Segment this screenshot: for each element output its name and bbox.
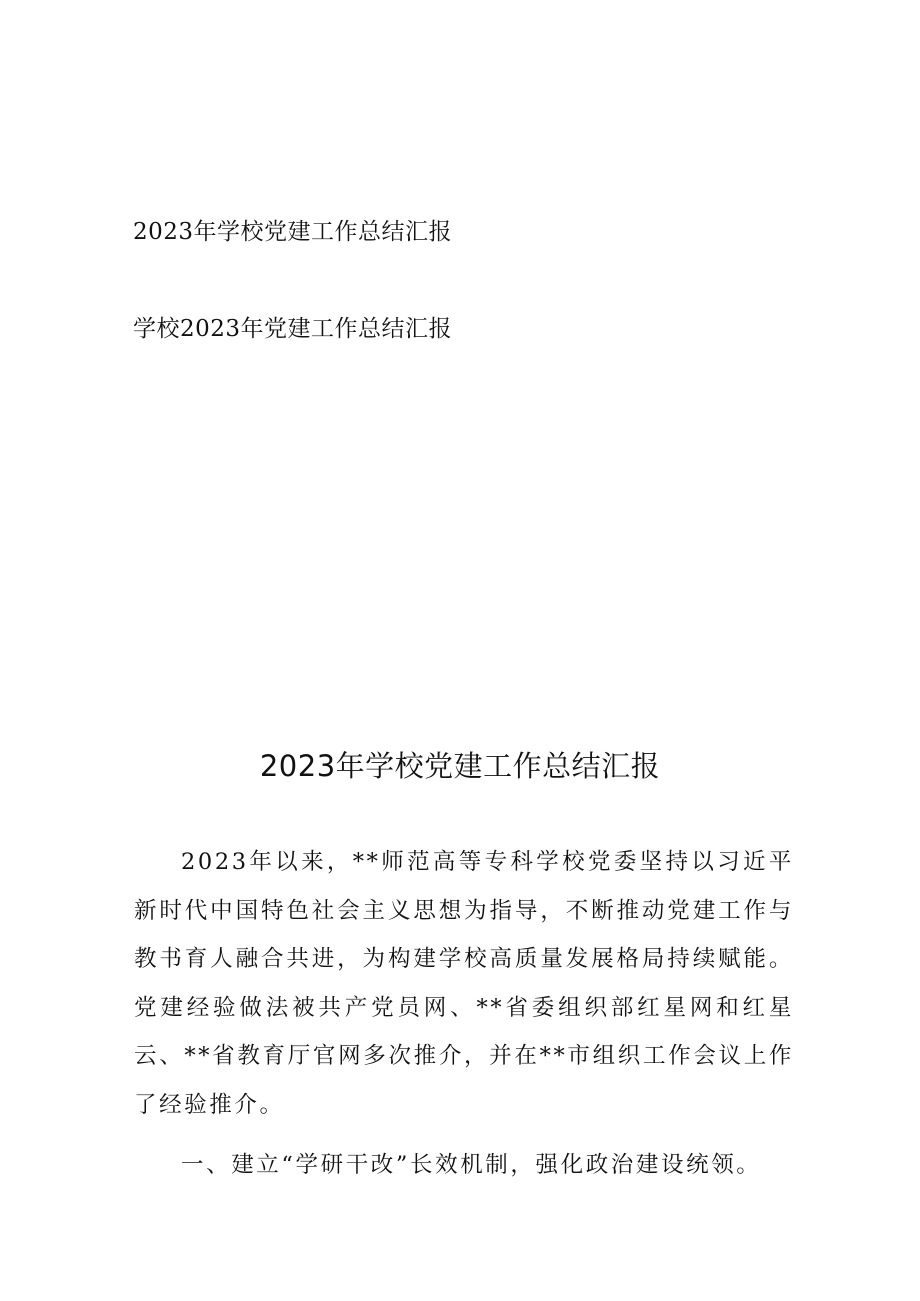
document-body <box>134 838 794 1190</box>
section-heading-1: 一、建立“学研干改”长效机制，强化政治建设统领。 <box>181 1152 762 1178</box>
document-title: 2023年学校党建工作总结汇报 <box>259 749 661 783</box>
intro-paragraph: 2023年以来，**师范高等专科学校党委坚持以习近平新时代中国特色社会主义思想为指导，不断推动党建工作与教书育人融合共进，为构建学校高质量发展格局持续赋能。党建经验做法被共产党员网、**省委组织部红星网和红星云、**省教育厅官网多次推介，并在**市组织工作会议上作了经验推介。 <box>134 849 794 1118</box>
toc-item-2: 学校2023年党建工作总结汇报 <box>133 316 453 342</box>
toc-item-1: 2023年学校党建工作总结汇报 <box>133 219 453 245</box>
